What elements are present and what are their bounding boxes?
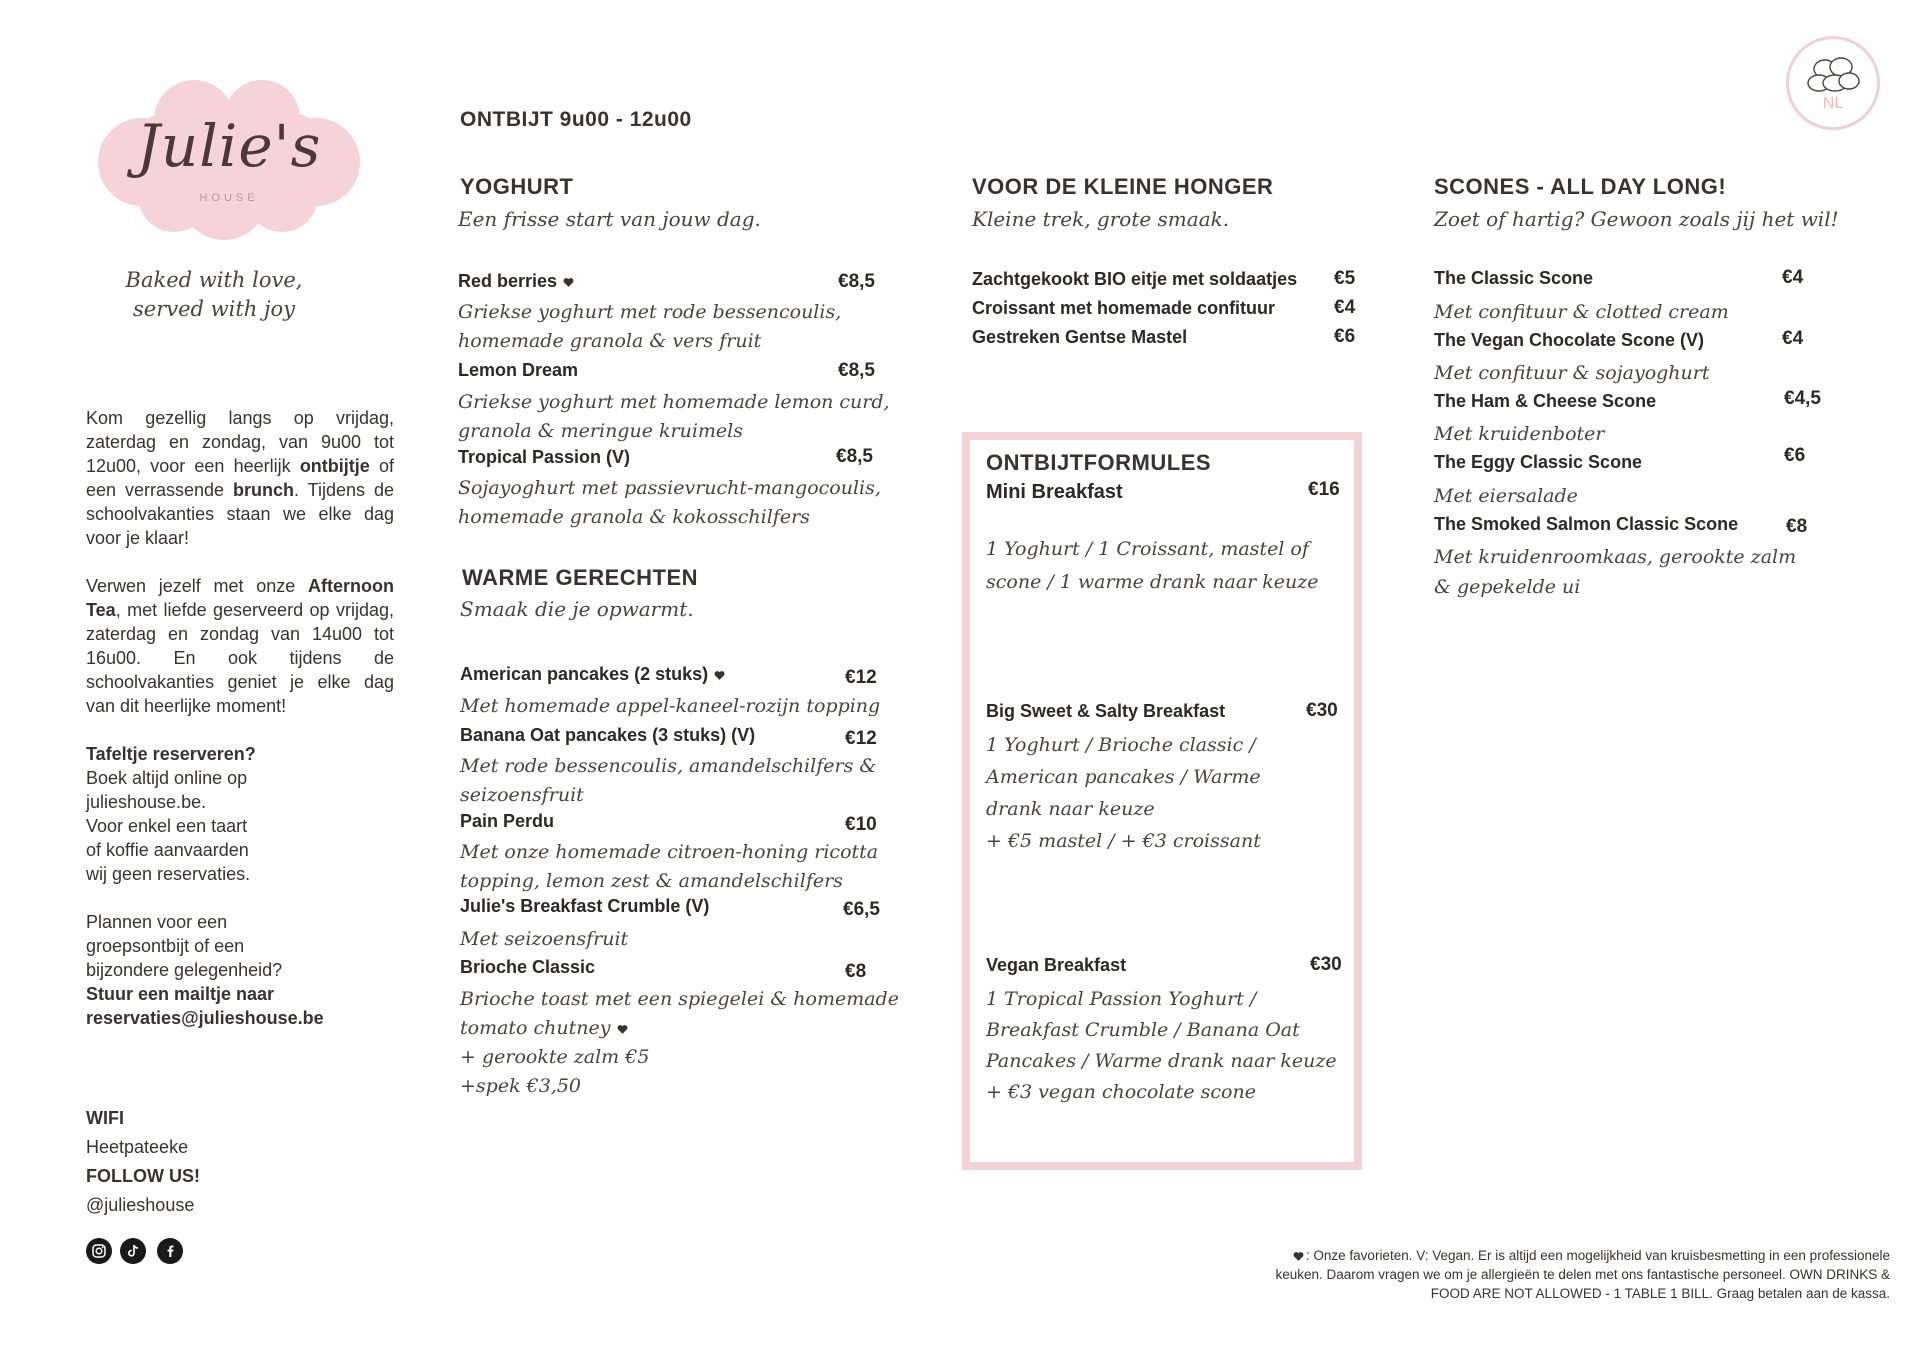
menu-item-desc: Brioche toast met een spiegelei & homemade — [460, 988, 899, 1010]
reserve-line: wij geen reservaties. — [86, 864, 251, 884]
menu-item-name — [460, 664, 725, 685]
afternoon-text: , met liefde geserveerd op vrijdag, zaterdag en zondag van 14u00 tot 16u00. En ook tijdens de schoolvakanties geniet je elke dag van dit heerlijke moment! — [86, 600, 394, 716]
intro-text: of een verrassende — [86, 456, 394, 500]
tagline-line: served with joy — [132, 297, 295, 321]
menu-item-price: €10 — [845, 814, 877, 835]
intro-text: Kom gezellig langs op vrijdag, zaterdag en zondag, van 9u00 tot 12u00, voor een heerlijk — [86, 408, 394, 476]
afternoon-text: Verwen jezelf met onze — [86, 576, 309, 596]
language-label: NL — [1822, 95, 1844, 112]
afternoon-paragraph — [86, 574, 394, 718]
intro-bold: brunch — [233, 480, 295, 500]
menu-item-desc: Met kruidenroomkaas, gerookte zalm — [1434, 546, 1797, 568]
kleine-subtitle: Kleine trek, grote smaak. — [972, 207, 1230, 231]
menu-item-price: €12 — [845, 728, 877, 749]
menu-item-name: Pain Perdu — [460, 811, 555, 831]
menu-item-price: €8,5 — [838, 271, 875, 292]
formules-title: ONTBIJTFORMULES — [986, 450, 1212, 475]
reserve-link[interactable]: julieshouse.be. — [86, 792, 207, 812]
group-mail-label: Stuur een mailtje naar — [86, 984, 275, 1004]
heart-icon — [714, 670, 725, 681]
group-line: bijzondere gelegenheid? — [86, 960, 283, 980]
warme-title: WARME GERECHTEN — [462, 565, 699, 590]
formula-price: €30 — [1310, 954, 1342, 975]
formula-desc: 1 Tropical Passion Yoghurt / — [986, 988, 1257, 1010]
group-line: Plannen voor een — [86, 912, 228, 932]
wifi-title: WIFI — [86, 1108, 124, 1128]
ontbijt-header: ONTBIJT 9u00 - 12u00 — [460, 108, 692, 131]
menu-item-desc: +spek €3,50 — [460, 1075, 582, 1097]
intro-text: . Tijdens de schoolvakanties staan we elke dag voor je klaar! — [86, 480, 394, 548]
menu-item-desc: Sojayoghurt met passievrucht-mangocoulis, — [458, 477, 881, 499]
reserve-title: Tafeltje reserveren? — [86, 744, 256, 764]
tagline — [84, 266, 344, 324]
formula-desc: Breakfast Crumble / Banana Oat — [986, 1019, 1300, 1041]
menu-item-price: €12 — [845, 667, 877, 688]
menu-item-name: Zachtgekookt BIO eitje met soldaatjes — [972, 269, 1298, 289]
menu-item-desc: Griekse yoghurt met rode bessencoulis, — [458, 301, 842, 323]
menu-item-desc: homemade granola & kokosschilfers — [458, 506, 810, 528]
intro-bold: ontbijtje — [299, 456, 370, 476]
menu-item-price: €8,5 — [836, 446, 873, 467]
menu-item-desc: Met eiersalade — [1434, 485, 1578, 507]
footer-text: : Onze favorieten. V: Vegan. Er is altijd een mogelijkheid van kruisbesmetting in een professionele — [1305, 1248, 1890, 1263]
menu-item-desc: homemade granola & vers fruit — [458, 330, 762, 352]
instagram-icon[interactable] — [86, 1238, 112, 1264]
menu-item-price: €6 — [1334, 326, 1356, 347]
formula-desc: + €3 vegan chocolate scone — [986, 1081, 1256, 1103]
cookies-icon — [1789, 39, 1877, 127]
tagline-line: Baked with love, — [125, 268, 303, 292]
language-badge[interactable] — [1786, 36, 1880, 130]
menu-item-name: Lemon Dream — [458, 360, 579, 380]
formula-name: Big Sweet & Salty Breakfast — [986, 701, 1226, 721]
formula-desc: drank naar keuze — [986, 798, 1155, 820]
menu-item-desc: Met seizoensfruit — [460, 928, 629, 950]
group-line: groepsontbijt of een — [86, 936, 245, 956]
reserve-line: Boek altijd online op — [86, 768, 248, 788]
menu-item-desc: Met confituur & sojayoghurt — [1434, 362, 1710, 384]
formula-desc: Pancakes / Warme drank naar keuze — [986, 1050, 1337, 1072]
yoghurt-subtitle: Een frisse start van jouw dag. — [458, 207, 761, 231]
menu-item-desc: Met confituur & clotted cream — [1434, 301, 1729, 323]
menu-item-price: €4 — [1782, 267, 1804, 288]
kleine-title: VOOR DE KLEINE HONGER — [972, 174, 1274, 199]
afternoon-bold: Afternoon Tea — [86, 576, 394, 620]
warme-subtitle: Smaak die je opwarmt. — [460, 597, 694, 621]
formula-desc: scone / 1 warme drank naar keuze — [986, 571, 1319, 593]
formula-desc: + €5 mastel / + €3 croissant — [986, 830, 1261, 852]
formula-desc: American pancakes / Warme — [986, 766, 1261, 788]
facebook-icon[interactable] — [157, 1238, 183, 1264]
menu-item-desc: Met kruidenboter — [1434, 423, 1605, 445]
formula-desc: 1 Yoghurt / Brioche classic / — [986, 734, 1256, 756]
yoghurt-title: YOGHURT — [460, 174, 574, 199]
menu-item-name: Croissant met homemade confituur — [972, 298, 1276, 318]
brand-logo — [84, 76, 374, 242]
menu-item-price: €8 — [845, 961, 867, 982]
reserve-paragraph — [86, 742, 394, 886]
formula-price: €16 — [1308, 479, 1340, 500]
menu-item-price: €6 — [1784, 445, 1806, 466]
menu-item-price: €8 — [1786, 516, 1808, 537]
menu-item-name: The Classic Scone — [1434, 268, 1594, 288]
menu-item-name: The Smoked Salmon Classic Scone — [1434, 514, 1739, 534]
brand-name: Julie's — [136, 112, 322, 180]
tiktok-icon[interactable] — [120, 1238, 146, 1264]
menu-item-name: The Ham & Cheese Scone — [1434, 391, 1657, 411]
heart-icon — [563, 277, 574, 288]
menu-item-desc: + gerookte zalm €5 — [460, 1046, 650, 1068]
footer-note — [1150, 1246, 1890, 1303]
item-label: Red berries — [458, 271, 558, 291]
menu-item-desc: granola & meringue kruimels — [458, 420, 743, 442]
menu-item-desc: topping, lemon zest & amandelschilfers — [460, 870, 843, 892]
menu-item-name: Brioche Classic — [460, 957, 596, 977]
menu-item-desc: Met rode bessencoulis, amandelschilfers & — [460, 755, 877, 777]
formula-desc: 1 Yoghurt / 1 Croissant, mastel of — [986, 538, 1309, 560]
wifi-password: Heetpateeke — [86, 1137, 189, 1157]
menu-item-price: €8,5 — [838, 360, 875, 381]
brand-subtitle: HOUSE — [199, 192, 259, 204]
heart-icon — [617, 1024, 628, 1035]
menu-item-desc: Griekse yoghurt met homemade lemon curd, — [458, 391, 890, 413]
footer-line: FOOD ARE NOT ALLOWED - 1 TABLE 1 BILL. Graag betalen aan de kassa. — [1430, 1286, 1890, 1301]
menu-item-name: The Vegan Chocolate Scone (V) — [1434, 330, 1705, 350]
follow-title: FOLLOW US! — [86, 1166, 200, 1186]
menu-item-price: €4 — [1334, 297, 1356, 318]
reserve-line: of koffie aanvaarden — [86, 840, 249, 860]
menu-item-name: Julie's Breakfast Crumble (V) — [460, 896, 710, 916]
group-email-link[interactable]: reservaties@julieshouse.be — [86, 1008, 324, 1028]
desc-text: tomato chutney — [460, 1017, 611, 1039]
menu-item-desc — [460, 1014, 628, 1043]
menu-item-name — [458, 271, 574, 292]
formula-price: €30 — [1306, 700, 1338, 721]
footer-line: keuken. Daarom vragen we om je allergieën te delen met ons fantastische personeel. OWN DRINKS & — [1275, 1267, 1890, 1282]
menu-item-price: €4 — [1782, 328, 1804, 349]
formula-name: Vegan Breakfast — [986, 955, 1127, 975]
menu-item-name: Tropical Passion (V) — [458, 447, 631, 467]
scones-title: SCONES - ALL DAY LONG! — [1434, 174, 1727, 199]
menu-item-desc: Met homemade appel-kaneel-rozijn topping — [460, 695, 881, 717]
menu-item-desc: & gepekelde ui — [1434, 576, 1581, 598]
footer-line — [1150, 1246, 1890, 1265]
item-label: American pancakes (2 stuks) — [460, 664, 709, 684]
menu-item-desc: Met onze homemade citroen-honing ricotta — [460, 841, 879, 863]
menu-item-price: €6,5 — [843, 899, 880, 920]
heart-icon — [1293, 1251, 1304, 1262]
menu-item-name: The Eggy Classic Scone — [1434, 452, 1643, 472]
menu-item-name: Gestreken Gentse Mastel — [972, 327, 1188, 347]
group-paragraph — [86, 910, 394, 1030]
menu-item-price: €5 — [1334, 268, 1356, 289]
intro-paragraph — [86, 406, 394, 550]
scones-subtitle: Zoet of hartig? Gewoon zoals jij het wil! — [1434, 207, 1839, 231]
social-handle[interactable]: @julieshouse — [86, 1195, 195, 1215]
menu-item-desc: seizoensfruit — [460, 784, 584, 806]
menu-item-price: €4,5 — [1784, 388, 1821, 409]
menu-item-name: Banana Oat pancakes (3 stuks) (V) — [460, 725, 756, 745]
reserve-line: Voor enkel een taart — [86, 816, 248, 836]
formula-name: Mini Breakfast — [986, 481, 1123, 503]
